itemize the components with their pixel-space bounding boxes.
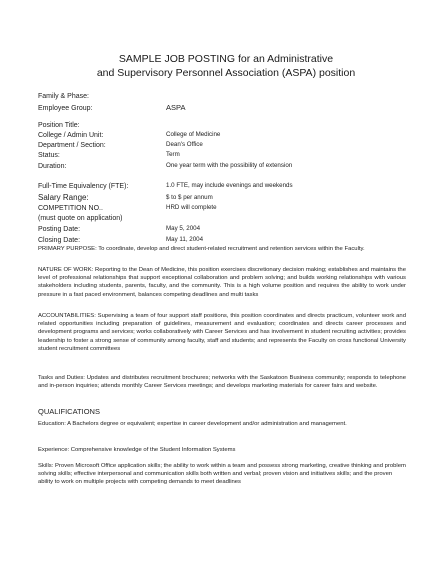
qualifications-heading: QUALIFICATIONS — [38, 407, 100, 416]
duration-label: Duration: — [38, 163, 67, 170]
employee-group-label: Employee Group: — [38, 105, 93, 112]
competition-value: HRD will complete — [166, 204, 217, 211]
closing-date-value: May 11, 2004 — [166, 236, 204, 243]
status-label: Status: — [38, 152, 60, 159]
primary-purpose-text: PRIMARY PURPOSE: To coordinate, develop and direct student-related recruitment and retention services within the Faculty. — [38, 246, 365, 252]
competition-label: COMPETITION NO.. — [38, 205, 103, 212]
nature-of-work-text: NATURE OF WORK: Reporting to the Dean of Medicine, this position exercises discretionary decision making; establishes and maintains the level of professional relationships that support exceptional collaboration and problem solving; and builds working relationships with various stakeholders including students, parents, faculty, and the community. This is a high volume position and requires the ability to work under pressure in a fast paced environment, balances competing deadlines and multi tasks — [38, 267, 406, 298]
posting-date-label: Posting Date: — [38, 226, 81, 233]
accountabilities-text: ACCOUNTABILITIES: Supervising a team of four support staff positions, this position coordinates and directs practicum, volunteer work and related opportunities including preparation of guidelines, measurement and evaluation; coordinates and directs career processes and development programs and services; works collaboratively with Career Services and has involvement in student recruiting activities; provides leadership to foster a strong sense of community among faculty, staff and students; and represents the Faculty on cross functional University student recruitment committees — [38, 313, 406, 352]
competition-note: (must quote on application) — [38, 215, 123, 222]
unit-value: College of Medicine — [166, 131, 221, 138]
department-label: Department / Section: — [38, 142, 106, 149]
fte-value: 1.0 FTE, may include evenings and weekends — [166, 182, 293, 189]
experience-text: Experience: Comprehensive knowledge of the Student Information Systems — [38, 447, 236, 453]
employee-group-value: ASPA — [166, 103, 186, 112]
family-phase-label: Family & Phase: — [38, 93, 89, 100]
tasks-text: Tasks and Duties: Updates and distributes recruitment brochures; networks with the Saskatoon Business community; responds to telephone and in-person inquiries; attends monthly Career Services meetings; and develops marketing materials for career fairs and website. — [38, 375, 406, 390]
salary-label: Salary Range: — [38, 193, 89, 202]
department-value: Dean's Office — [166, 141, 203, 148]
title-line-1: SAMPLE JOB POSTING for an Administrative — [118, 53, 334, 65]
closing-date-label: Closing Date: — [38, 237, 81, 244]
salary-value: $ to $ per annum — [166, 194, 213, 201]
duration-value: One year term with the possibility of extension — [166, 162, 293, 169]
title-line-2: and Supervisory Personnel Association (ASPA) position — [96, 67, 356, 79]
document-title — [36, 52, 416, 80]
unit-label: College / Admin Unit: — [38, 132, 104, 139]
position-title-label: Position Title: — [38, 122, 80, 129]
status-value: Term — [166, 151, 180, 158]
skills-text: Skills: Proven Microsoft Office application skills; the ability to work within a team and possess strong marketing, creative thinking and problem solving skills; effective interpersonal and communication skills both written and verbal; proven vision and initiatives skills; and the proven ability to work on multiple projects with competing demands to meet deadlines — [38, 463, 406, 486]
posting-date-value: May 5, 2004 — [166, 225, 201, 232]
education-text: Education: A Bachelors degree or equivalent; expertise in career development and/or administration and management. — [38, 421, 347, 427]
fte-label: Full-Time Equivalency (FTE): — [38, 183, 129, 190]
